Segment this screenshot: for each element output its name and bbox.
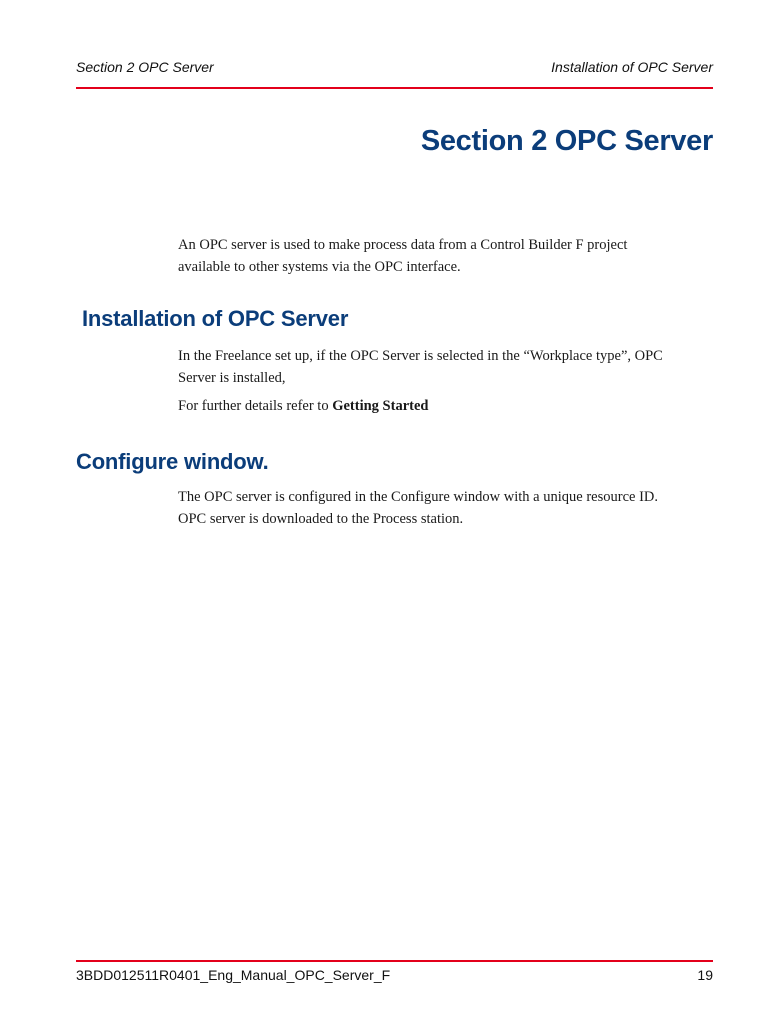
page-footer	[76, 967, 713, 987]
footer-rule	[76, 960, 713, 962]
section-title: Section 2 OPC Server	[420, 125, 713, 157]
configure-paragraph	[178, 486, 718, 530]
intro-paragraph	[178, 234, 718, 278]
running-header	[76, 59, 713, 79]
intro-line-1: An OPC server is used to make process data from a Control Builder F project	[178, 237, 628, 253]
further-details-paragraph	[178, 395, 718, 417]
configure-heading: Configure window.	[76, 449, 269, 474]
further-details-prefix: For further details refer to	[178, 398, 333, 414]
installation-line-1: In the Freelance set up, if the OPC Server is selected in the “Workplace type”, OPC	[178, 348, 663, 364]
page-number: 19	[697, 967, 713, 983]
configure-line-2: OPC server is downloaded to the Process station.	[178, 511, 464, 527]
installation-heading: Installation of OPC Server	[82, 306, 349, 331]
intro-line-2: available to other systems via the OPC interface.	[178, 259, 461, 275]
header-section-label: Section 2 OPC Server	[76, 59, 214, 75]
installation-line-2: Server is installed,	[178, 370, 286, 386]
configure-line-1: The OPC server is configured in the Configure window with a unique resource ID.	[178, 489, 658, 505]
header-topic-label: Installation of OPC Server	[551, 59, 713, 75]
header-rule	[76, 87, 713, 89]
installation-paragraph	[178, 345, 718, 389]
footer-document-id: 3BDD012511R0401_Eng_Manual_OPC_Server_F	[76, 967, 391, 983]
getting-started-reference: Getting Started	[332, 398, 429, 414]
